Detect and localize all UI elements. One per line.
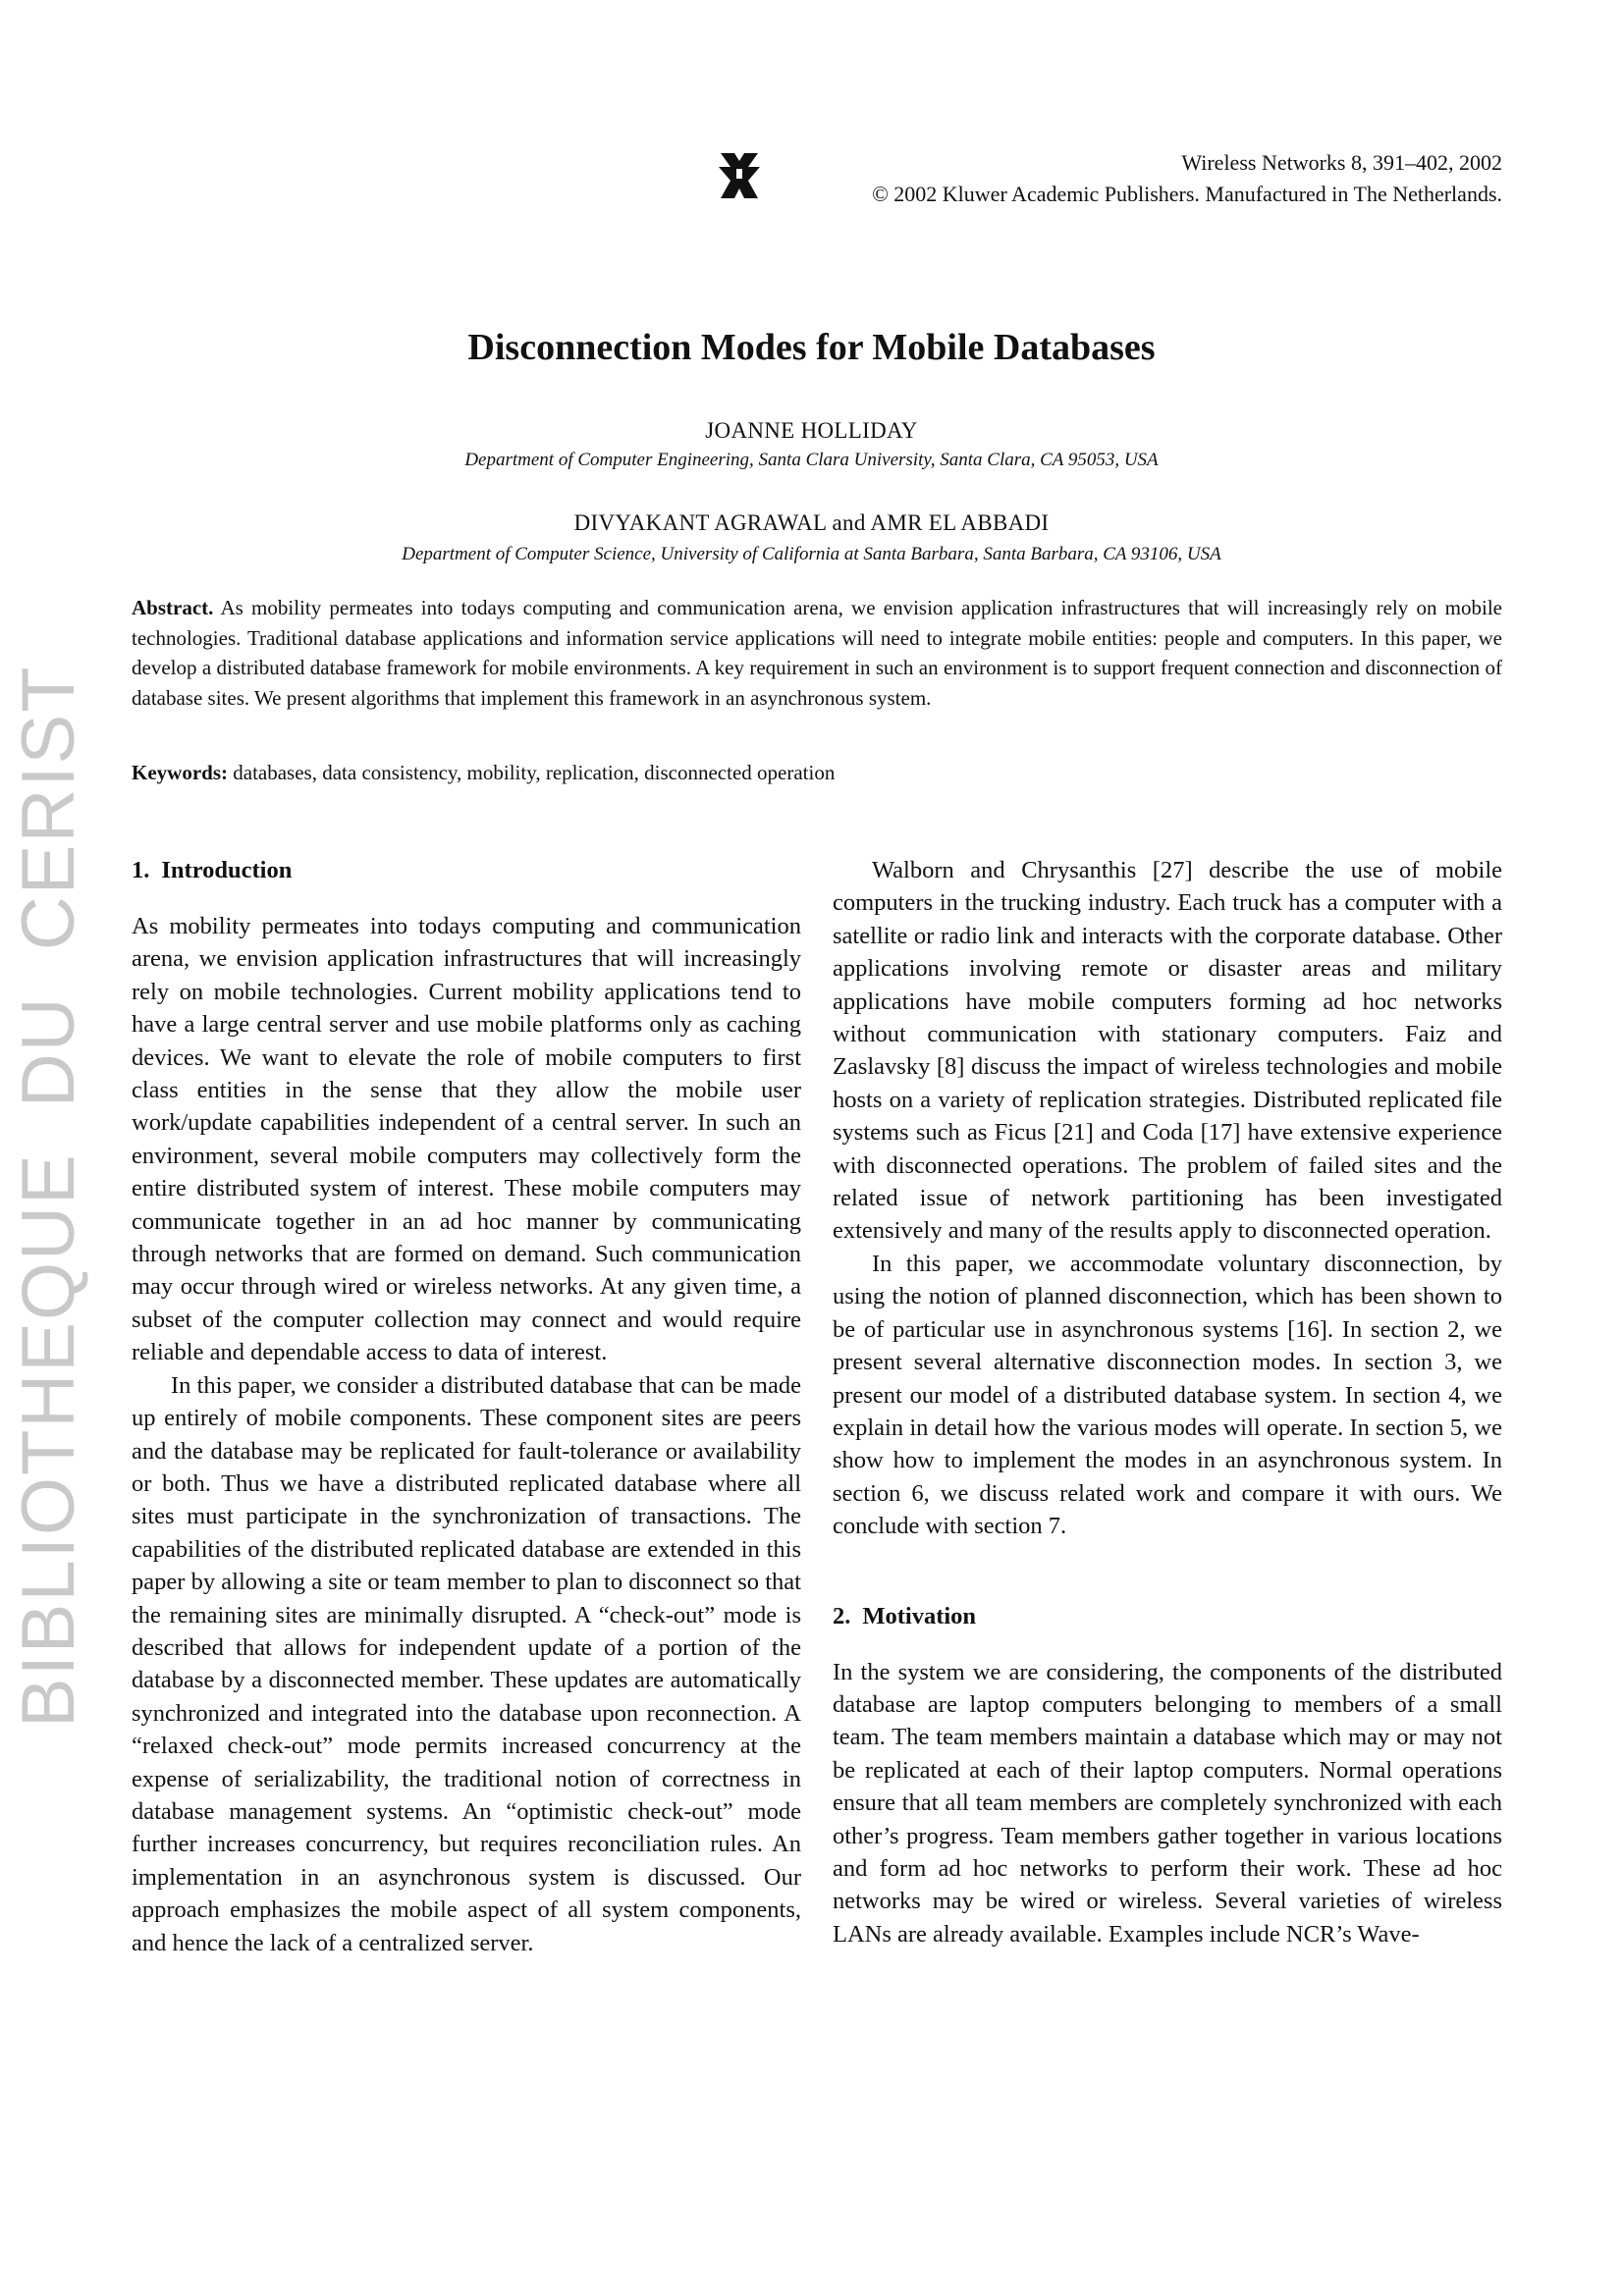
right-column xyxy=(833,854,1502,1950)
author-names: JOANNE HOLLIDAY xyxy=(705,418,918,443)
author-affiliation: Department of Computer Science, University of California at Santa Barbara, Santa Barbara, CA 93106, USA xyxy=(402,544,1221,564)
paragraph: Walborn and Chrysanthis [27] describe the use of mobile computers in the trucking industry. Each truck has a computer with a satellite or radio link and interacts with the corporate database. Other applications involving remote or disaster areas and military applications have mobile computers forming ad hoc networks without communication with stationary computers. Faiz and Zaslavsky [8] discuss the impact of wireless technologies and mobile hosts on a variety of replication strategies. Distributed replicated file systems such as Ficus [21] and Coda [17] have extensive experience with disconnected operations. The problem of failed sites and the related issue of network partitioning has been investigated extensively and many of the results apply to disconnected operation. xyxy=(833,857,1502,1245)
paragraph: As mobility permeates into todays computing and communication arena, we envision application infrastructures that will increasingly rely on mobile technologies. Current mobility applications tend to have a large central server and use mobile platforms only as caching devices. We want to elevate the role of mobile computers to first class entities in the sense that they allow the mobile user work/update capabilities independent of a central server. In such an environment, several mobile computers may collectively form the entire distributed system of interest. These mobile computers may communicate together in an ad hoc manner by communicating through networks that are formed on demand. Such communication may occur through wired or wireless networks. At any given time, a subset of the computer collection may connect and would require reliable and dependable access to data of interest. xyxy=(132,913,801,1366)
abstract-label: Abstract. xyxy=(132,596,214,619)
abstract xyxy=(132,593,1502,713)
section-number: 1. xyxy=(132,857,150,883)
abstract-text: As mobility permeates into todays computing and communication arena, we envision application infrastructures that will increasingly rely on mobile technologies. Traditional database applications and information service applications will need to integrate mobile entities: people and computers. In this paper, we develop a distributed database framework for mobile environments. A key requirement in such an environment is to support frequent connection and disconnection of database sites. We present algorithms that implement this framework in an asynchronous system. xyxy=(132,596,1502,710)
section-title: Motivation xyxy=(862,1602,977,1629)
section-number: 2. xyxy=(833,1602,851,1629)
section-heading-motivation xyxy=(833,1600,1502,1632)
journal-line: Wireless Networks 8, 391–402, 2002 xyxy=(1181,150,1502,175)
left-column xyxy=(132,854,801,1959)
paragraph: In the system we are considering, the components of the distributed database are laptop computers belonging to members of a small team. The team members maintain a database which may or may not be replicated at each of their laptop computers. Normal operations ensure that all team members are completely synchronized with each other’s progress. Team members gather together in various locations and form ad hoc networks to perform their work. These ad hoc networks may be wired or wireless. Several varieties of wireless LANs are already available. Examples include NCR’s Wave- xyxy=(833,1658,1502,1948)
keywords xyxy=(132,758,1502,787)
section-title: Introduction xyxy=(161,857,293,883)
keywords-label: Keywords: xyxy=(132,761,228,784)
author-affiliation: Department of Computer Engineering, Santa Clara University, Santa Clara, CA 95053, USA xyxy=(464,450,1159,470)
keywords-text: databases, data consistency, mobility, replication, disconnected operation xyxy=(233,761,836,784)
paper-title: Disconnection Modes for Mobile Databases xyxy=(467,327,1156,368)
section-heading-introduction xyxy=(132,854,801,886)
paragraph: In this paper, we consider a distributed database that can be made up entirely of mobile components. These component sites are peers and the database may be replicated for fault-tolerance or availability or both. Thus we have a distributed replicated database where all sites must participate in the synchronization of transactions. The capabilities of the distributed replicated database are extended in this paper by allowing a site or team member to plan to disconnect so that the remaining sites are minimally disrupted. A “check-out” mode is described that allows for independent update of a portion of the database by a disconnected member. These updates are automatically synchronized and integrated into the database upon reconnection. A “relaxed check-out” mode permits increased concurrency at the expense of serializability, the traditional notion of correctness in database management systems. An “optimistic check-out” mode further increases concurrency, but requires reconciliation rules. An implementation in an asynchronous system is discussed. Our approach emphasizes the mobile aspect of all system components, and hence the lack of a centralized server. xyxy=(132,1371,801,1956)
watermark-text: BIBLIOTHEQUE DU CERIST xyxy=(7,665,90,1728)
author-names: DIVYAKANT AGRAWAL and AMR EL ABBADI xyxy=(573,510,1050,535)
kluwer-logo-icon xyxy=(715,149,764,202)
copyright-line: © 2002 Kluwer Academic Publishers. Manufactured in The Netherlands. xyxy=(872,182,1502,206)
publication-info xyxy=(872,147,1502,210)
section-spacer xyxy=(833,1543,1502,1600)
paragraph: In this paper, we accommodate voluntary disconnection, by using the notion of planned disconnection, which has been shown to be of particular use in asynchronous systems [16]. In section 2, we present several alternative disconnection modes. In section 3, we present our model of a distributed database system. In section 4, we explain in detail how the various modes will operate. In section 5, we show how to implement the modes in an asynchronous system. In section 6, we discuss related work and compare it with ours. We conclude with section 7. xyxy=(833,1250,1502,1540)
